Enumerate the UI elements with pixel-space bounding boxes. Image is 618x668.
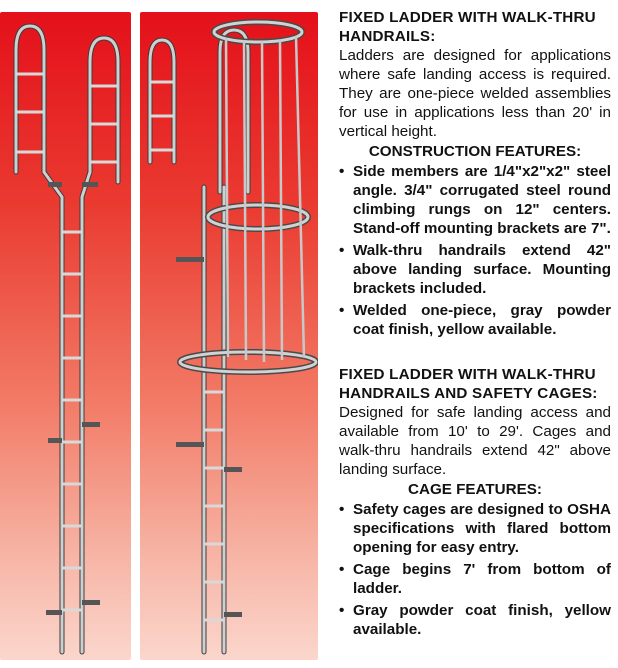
bullet-icon: • (339, 302, 345, 319)
section1-features-title: CONSTRUCTION FEATURES: (368, 143, 582, 160)
bullet-icon: • (339, 501, 345, 518)
section1-heading: FIXED LADDER WITH WALK-THRU HANDRAILS: (339, 9, 596, 45)
section1-description: Ladders are designed for applications where safe landing access is required. They are one-piece welded assemblies for use in applications less than 20' in vertical height. (339, 47, 611, 140)
list-item: • Side members are 1/4"x2"x2" steel angle. 3/4" corrugated steel round climbing rungs on 12" centers. Stand-off mounting brackets are 7". (339, 163, 611, 237)
bullet-icon: • (339, 602, 345, 619)
section2-heading: FIXED LADDER WITH WALK-THRU HANDRAILS AND SAFETY CAGES: (339, 366, 598, 402)
bullet-icon: • (339, 561, 345, 578)
bullet-icon: • (339, 242, 345, 259)
product-description (339, 8, 611, 642)
fixed-ladder-illustration (0, 12, 131, 660)
section2-features-title: CAGE FEATURES: (408, 481, 542, 498)
caged-ladder-photo (140, 12, 318, 660)
section2-description: Designed for safe landing access and available from 10' to 29'. Cages and walk-thru handrails extend 42" above landing surface. (339, 404, 611, 478)
section2-feature-list (339, 500, 611, 639)
ladder-photo (0, 12, 131, 660)
section1-feature-list (339, 162, 611, 339)
bullet-icon: • (339, 163, 345, 180)
list-item: • Walk-thru handrails extend 42" above landing surface. Mounting brackets included. (339, 242, 611, 297)
list-item: • Gray powder coat finish, yellow available. (339, 602, 611, 638)
list-item: • Welded one-piece, gray powder coat finish, yellow available. (339, 302, 611, 338)
list-item: • Safety cages are designed to OSHA specifications with flared bottom opening for easy entry. (339, 501, 611, 556)
list-item: • Cage begins 7' from bottom of ladder. (339, 561, 611, 597)
caged-ladder-illustration (140, 12, 318, 660)
